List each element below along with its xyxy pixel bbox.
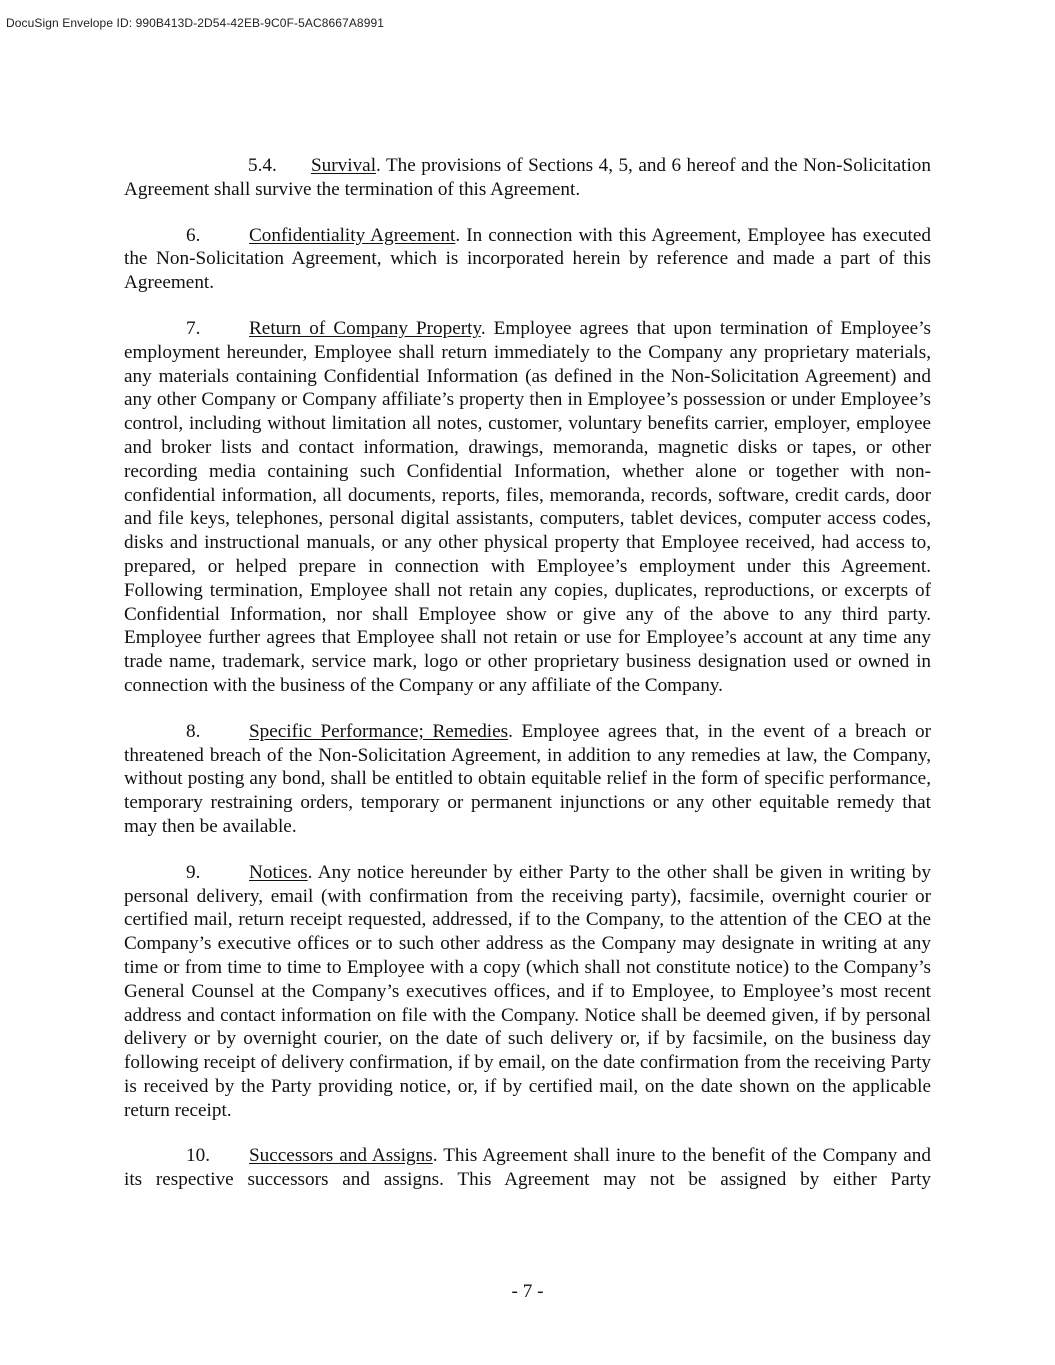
section-body: . Any notice hereunder by either Party to the other shall be given in writing by personal delivery, email (with confirmation from the receiving party), facsimile, overnight courier or certified mail, return receipt requested, addressed, if to the Company, to the attention of the CEO at the Company’s executive offices or to such other address as the Company may designate in writing at any time or from time to time to Employee with a copy (which shall not constitute notice) to the Company’s General Counsel at the Company’s executives offices, and if to Employee, to Employee’s most recent address and contact information on file with the Company. Notice shall be deemed given, if by personal delivery or by overnight courier, on the date of such delivery or, if by facsimile, on the business day following receipt of delivery confirmation, if by email, on the date confirmation from the receiving Party is received by the Party providing notice, or, if by certified mail, on the date shown on the applicable return receipt. (124, 861, 931, 1121)
section-number: 10. (186, 1145, 210, 1167)
section-heading: Specific Performance; Remedies (249, 720, 509, 742)
docusign-envelope-id: DocuSign Envelope ID: 990B413D-2D54-42EB-9C0F-5AC8667A8991 (6, 16, 385, 30)
section-10-successors-and-assigns (124, 1144, 931, 1192)
section-body: . The provisions of Sections 4, 5, and 6 hereof and the Non-Solicitation Agreement shall survive the termination of this Agreement. (124, 155, 931, 200)
section-body: . Employee agrees that upon termination of Employee’s employment hereunder, Employee shall return immediately to the Company any proprietary materials, any materials containing Confidential Information (as defined in the Non-Solicitation Agreement) and any other Company or Company affiliate’s property then in Employee’s possession or under Employee’s control, including without limitation all notes, customer, voluntary benefits carrier, employer, employee and broker lists and contact information, drawings, memoranda, magnetic disks or tapes, or other recording media containing such Confidential Information, whether alone or together with non-confidential information, all documents, reports, files, memoranda, records, software, credit cards, door and file keys, telephones, personal digital assistants, computers, tablet devices, computer access codes, disks and instructional manuals, or any other physical property that Employee received, had access to, prepared, or helped prepare in connection with Employee’s employment under this Agreement. Following termination, Employee shall not retain any copies, duplicates, reproductions, or excerpts of Confidential Information, nor shall Employee show or give any of the above to any third party. Employee further agrees that Employee shall not retain or use for Employee’s account at any time any trade name, trademark, service mark, logo or other proprietary business designation used or owned in connection with the business of the Company or any affiliate of the Company. (124, 317, 931, 696)
section-8-specific-performance (124, 720, 931, 839)
section-number: 7. (186, 317, 201, 339)
section-heading: Successors and Assigns (249, 1145, 433, 1167)
section-number: 9. (186, 861, 201, 883)
section-9-notices (124, 861, 931, 1123)
section-heading: Survival (311, 155, 377, 176)
section-number: 5.4. (248, 155, 277, 176)
section-heading: Notices (249, 861, 308, 883)
section-7-return-of-company-property (124, 317, 931, 698)
section-6-confidentiality-agreement (124, 224, 931, 295)
document-body (124, 154, 931, 1214)
section-heading: Return of Company Property (249, 317, 481, 339)
section-body: . In connection with this Agreement, Employee has executed the Non-Solicitation Agreement, which is incorporated herein by reference and made a part of this Agreement. (124, 224, 931, 294)
section-body: . Employee agrees that, in the event of a breach or threatened breach of the Non-Solicitation Agreement, in addition to any remedies at law, the Company, without posting any bond, shall be entitled to obtain equitable relief in the form of specific performance, temporary restraining orders, temporary or permanent injunctions or any other equitable remedy that may then be available. (124, 720, 931, 837)
section-body: . This Agreement shall inure to the benefit of the Company and its respective successors and assigns. This Agreement may not be assigned by either Party (124, 1145, 931, 1191)
section-number: 6. (186, 224, 201, 246)
section-heading: Confidentiality Agreement (249, 224, 456, 246)
section-number: 8. (186, 720, 201, 742)
page-number: - 7 - (511, 1281, 544, 1302)
section-5-4-survival (124, 154, 931, 202)
